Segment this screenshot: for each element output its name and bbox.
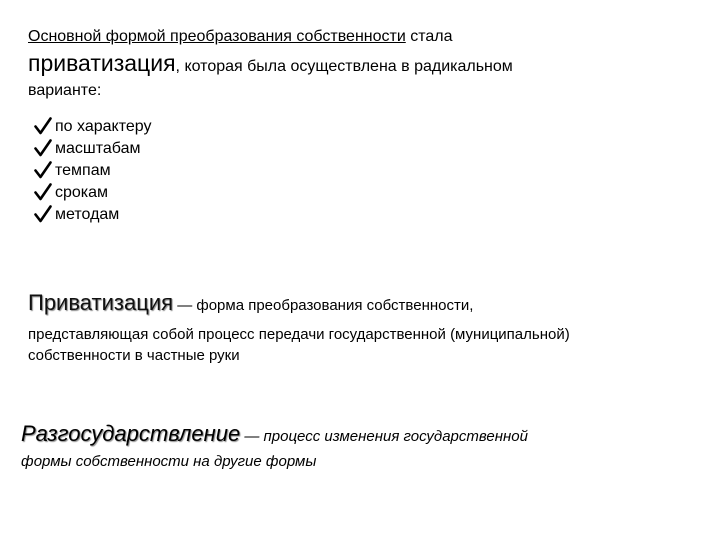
list-item-label: методам bbox=[55, 206, 120, 223]
privatization-emphasis: приватизация bbox=[28, 50, 176, 76]
privatization-definition-line-3: собственности в частные руки bbox=[28, 347, 240, 364]
intro-underlined-text: Основной формой преобразования собственности bbox=[28, 28, 406, 45]
privatization-aspects-list bbox=[33, 114, 151, 224]
intro-line-1 bbox=[28, 26, 688, 48]
privatization-definition bbox=[28, 290, 698, 366]
privatization-definition-line-2: представляющая собой процесс передачи государственной (муниципальной) bbox=[28, 326, 570, 343]
denationalization-term: Разгосударствление bbox=[21, 421, 241, 446]
intro-line-2-rest: , которая была осуществлена в радикальном bbox=[175, 58, 513, 75]
denationalization-definition-rest: — процесс изменения государственной bbox=[240, 428, 528, 445]
intro-paragraph bbox=[28, 26, 688, 102]
intro-line-1-rest: стала bbox=[405, 28, 453, 45]
intro-line-2 bbox=[28, 50, 688, 80]
checkmark-icon bbox=[33, 138, 53, 158]
checkmark-icon bbox=[33, 204, 53, 224]
denationalization-definition-line-1 bbox=[21, 420, 701, 451]
list-item-label: по характеру bbox=[55, 118, 152, 135]
privatization-definition-line-1 bbox=[28, 290, 698, 319]
checkmark-icon bbox=[33, 116, 53, 136]
list-item-label: масштабам bbox=[55, 140, 141, 157]
checkmark-icon bbox=[33, 160, 53, 180]
list-item bbox=[33, 202, 151, 224]
list-item bbox=[33, 136, 151, 158]
list-item bbox=[33, 158, 151, 180]
denationalization-definition bbox=[21, 420, 701, 473]
list-item bbox=[33, 114, 151, 136]
list-item-label: срокам bbox=[55, 184, 109, 201]
intro-line-3: варианте: bbox=[28, 82, 102, 99]
denationalization-definition-line-2: формы собственности на другие формы bbox=[21, 453, 317, 470]
privatization-definition-rest: — форма преобразования собственности, bbox=[173, 297, 474, 314]
list-item bbox=[33, 180, 151, 202]
checkmark-icon bbox=[33, 182, 53, 202]
list-item-label: темпам bbox=[55, 162, 111, 179]
privatization-term: Приватизация bbox=[28, 290, 174, 315]
